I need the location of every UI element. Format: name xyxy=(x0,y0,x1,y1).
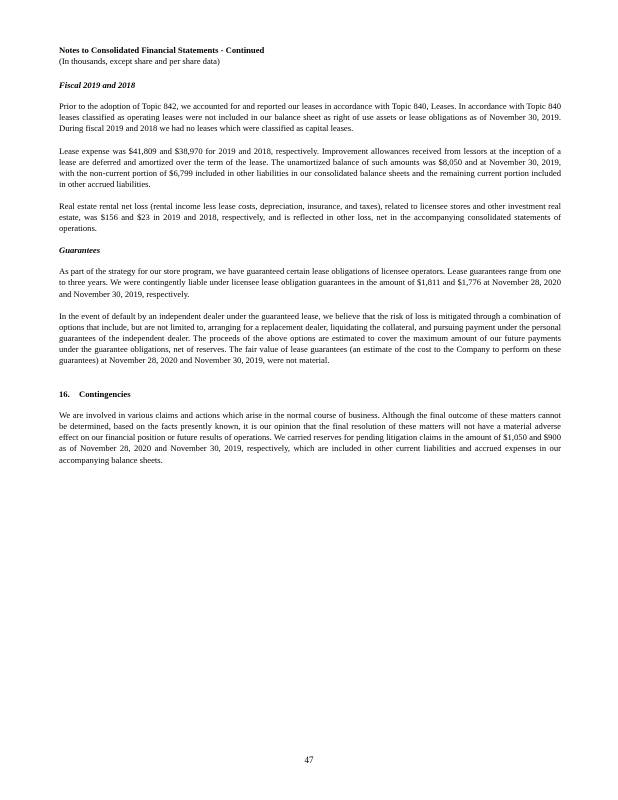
contingencies-heading xyxy=(59,389,561,400)
document-page xyxy=(59,45,561,466)
guarantees-paragraph-1: As part of the strategy for our store program, we have guaranteed certain lease obligations of licensee operators. Lease guarantees range from one to three years. We were contingently liable under licensee lease obligation guarantees in the amount of $1,811 and $1,776 at November 28, 2020 and November 30, 2019, respectively. xyxy=(59,266,561,299)
page-number: 47 xyxy=(304,755,314,765)
guarantees-paragraph-2: In the event of default by an independent dealer under the guaranteed lease, we believe that the risk of loss is mitigated through a combination of options that include, but are not limited to, arranging for a replacement dealer, liquidating the collateral, and pursuing payment under the personal guarantees of the independent dealer. The proceeds of the above options are estimated to cover the maximum amount of our future payments under the guarantee obligations, net of reserves. The fair value of lease guarantees (an estimate of the cost to the Company to perform on these guarantees) at November 28, 2020 and November 30, 2019, were not material. xyxy=(59,310,561,365)
guarantees-heading: Guarantees xyxy=(59,245,101,256)
section-number: 16. xyxy=(59,389,70,400)
fiscal-paragraph-3: Real estate rental net loss (rental income less lease costs, depreciation, insurance, and taxes), related to licensee stores and other investment real estate, was $156 and $23 in 2019 and 2018, respectively, and is reflected in other loss, net in the accompanying consolidated statements of operations. xyxy=(59,200,561,234)
section-title: Contingencies xyxy=(79,389,131,400)
fiscal-heading: Fiscal 2019 and 2018 xyxy=(59,80,136,91)
page-title: Notes to Consolidated Financial Statements - Continued xyxy=(59,45,265,55)
contingencies-paragraph: We are involved in various claims and actions which arise in the normal course of business. Although the final outcome of these matters cannot be determined, based on the facts presently known, it is our opinion that the final resolution of these matters will not have a material adverse effect on our financial position or future results of operations. We carried reserves for pending litigation claims in the amount of $1,050 and $900 as of November 28, 2020 and November 30, 2019, respectively, which are included in other current liabilities and accrued expenses in our accompanying balance sheets. xyxy=(59,410,561,465)
fiscal-paragraph-1: Prior to the adoption of Topic 842, we accounted for and reported our leases in accordance with Topic 840, Leases. In accordance with Topic 840 leases classified as operating leases were not included in our balance sheet as right of use assets or lease obligations as of November 30, 2019. During fiscal 2019 and 2018 we had no leases which were classified as capital leases. xyxy=(59,101,561,134)
fiscal-paragraph-2: Lease expense was $41,809 and $38,970 for 2019 and 2018, respectively. Improvement allowances received from lessors at the inception of a lease are deferred and amortized over the term of the lease. The unamortized balance of such amounts was $8,050 and at November 30, 2019, with the non-current portion of $6,799 included in other liabilities in our consolidated balance sheets and the remaining current portion included in other accrued liabilities. xyxy=(59,145,561,189)
page-subtitle: (In thousands, except share and per share data) xyxy=(59,56,220,67)
